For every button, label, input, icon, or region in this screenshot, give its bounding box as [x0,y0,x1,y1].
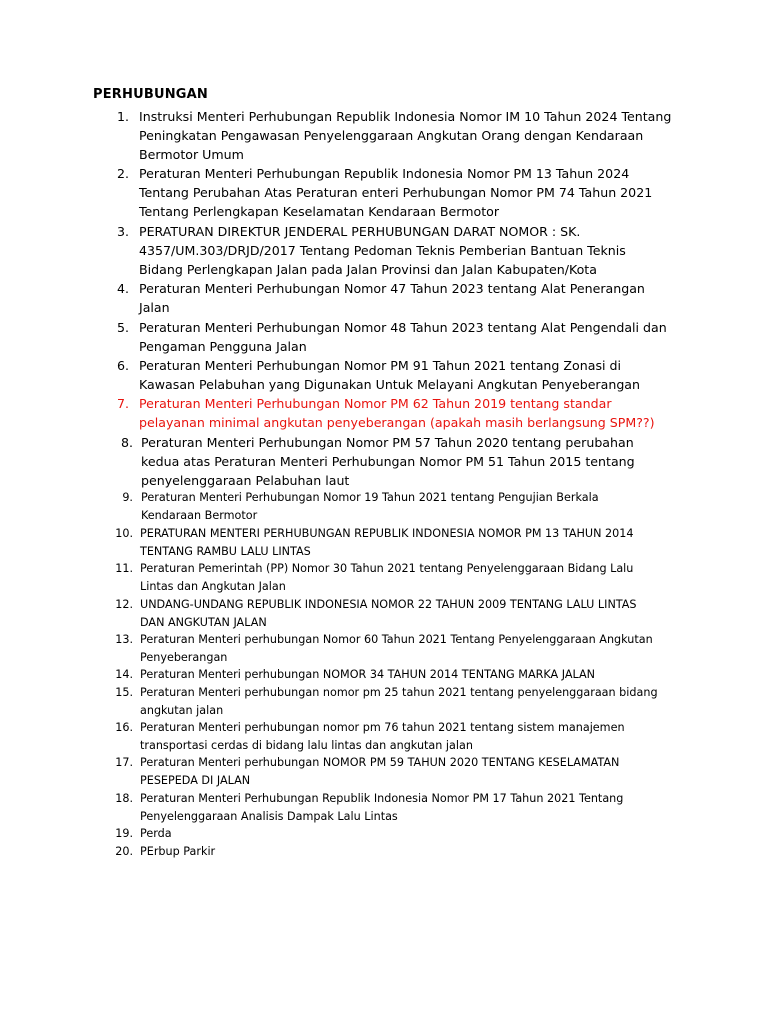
list-item-line: Pengaman Pengguna Jalan [139,339,307,355]
list-item-number: 19. [115,827,133,840]
list-item-number: 8. [120,435,133,450]
list-item-line: Peraturan Menteri Perhubungan Republik Indonesia Nomor PM 17 Tahun 2021 Tentang [140,792,624,805]
list-item-line: Penyelenggaraan Analisis Dampak Lalu Lintas [140,809,398,823]
list-item-line: TENTANG RAMBU LALU LINTAS [140,544,311,558]
list-item-line: Peraturan Menteri Perhubungan Nomor PM 57 Tahun 2020 tentang perubahan [141,435,634,450]
list-item-line: Lintas dan Angkutan Jalan [140,579,286,593]
list-item-line: Peraturan Menteri perhubungan nomor pm 76 tahun 2021 tentang sistem manajemen [140,721,625,734]
list-item-line: Kendaraan Bermotor [141,508,258,522]
list-item-text [139,356,682,394]
list-item-line: Peningkatan Pengawasan Penyelenggaraan Angkutan Orang dengan Kendaraan [139,128,644,144]
list-item-line: pelayanan minimal angkutan penyeberangan (apakah masih berlangsung SPM??) [139,415,655,431]
list-item-text [139,394,682,432]
list-item-number: 3. [116,224,129,239]
list-item-number: 10. [115,527,133,540]
list-item-number: 14. [115,668,133,681]
list-item-number: 20. [115,845,133,858]
list-item-text [139,318,682,356]
list-item-text [140,666,688,684]
list-item-text [140,631,688,667]
list-item-line: transportasi cerdas di bidang lalu lintas dan angkutan jalan [140,738,473,752]
list-item-line: Peraturan Menteri perhubungan NOMOR PM 59 TAHUN 2020 TENTANG KESELAMATAN [140,756,620,769]
list-item-number: 18. [115,792,133,805]
list-item-text [140,754,688,790]
list-item-line: Peraturan Menteri Perhubungan Nomor PM 91 Tahun 2021 tentang Zonasi di [139,358,622,373]
list-item-text [139,222,682,280]
list-item-text [141,489,682,525]
list-item-line: 4357/UM.303/DRJD/2017 Tentang Pedoman Teknis Pemberian Bantuan Teknis [139,243,626,259]
list-item-number: 2. [116,166,129,181]
list-item-line: Tentang Perlengkapan Keselamatan Kendaraan Bermotor [139,204,500,220]
list-item-text [141,433,682,491]
list-item-number: 16. [115,721,133,734]
list-item-text [140,560,688,596]
list-item-text [140,596,688,632]
list-item-line: PERATURAN DIREKTUR JENDERAL PERHUBUNGAN DARAT NOMOR : SK. [139,224,581,239]
list-item-number: 17. [115,756,133,769]
section-heading: PERHUBUNGAN [93,87,209,102]
list-item-line: Bidang Perlengkapan Jalan pada Jalan Provinsi dan Jalan Kabupaten/Kota [139,262,597,278]
list-item-line: Perda [140,827,172,840]
list-item-line: UNDANG-UNDANG REPUBLIK INDONESIA NOMOR 22 TAHUN 2009 TENTANG LALU LINTAS [140,598,637,611]
list-item-line: Peraturan Menteri Perhubungan Nomor PM 62 Tahun 2019 tentang standar [139,396,612,411]
list-item-number: 7. [116,396,129,411]
list-item-text [139,107,682,165]
list-item-line: penyelenggaraan Pelabuhan laut [141,473,350,489]
list-item-line: Peraturan Menteri perhubungan NOMOR 34 TAHUN 2014 TENTANG MARKA JALAN [140,668,595,681]
list-item-text [140,525,688,561]
list-item-line: Peraturan Menteri Perhubungan Nomor 47 Tahun 2023 tentang Alat Penerangan [139,281,645,296]
list-item-line: kedua atas Peraturan Menteri Perhubungan Nomor PM 51 Tahun 2015 tentang [141,454,635,470]
list-item-line: Tentang Perubahan Atas Peraturan enteri Perhubungan Nomor PM 74 Tahun 2021 [139,185,653,201]
list-item-number: 1. [116,109,129,124]
list-item-text [140,843,688,861]
list-item-number: 4. [116,281,129,296]
list-item-line: Penyeberangan [140,650,228,664]
list-item-line: Peraturan Pemerintah (PP) Nomor 30 Tahun 2021 tentang Penyelenggaraan Bidang Lalu [140,562,634,575]
list-item-line: Peraturan Menteri Perhubungan Nomor 19 Tahun 2021 tentang Pengujian Berkala [141,491,599,504]
list-item-line: PErbup Parkir [140,845,216,858]
list-item-text [139,164,682,222]
list-item-number: 12. [115,598,133,611]
list-item-line: PERATURAN MENTERI PERHUBUNGAN REPUBLIK INDONESIA NOMOR PM 13 TAHUN 2014 [140,527,634,540]
list-item-number: 6. [116,358,129,373]
list-item-line: Peraturan Menteri Perhubungan Republik Indonesia Nomor PM 13 Tahun 2024 [139,166,630,181]
list-item-text [140,684,688,720]
list-item-line: Instruksi Menteri Perhubungan Republik Indonesia Nomor IM 10 Tahun 2024 Tentang [139,109,672,124]
list-item-number: 9. [122,491,133,504]
list-item-line: Peraturan Menteri perhubungan nomor pm 25 tahun 2021 tentang penyelenggaraan bidang [140,686,658,699]
list-item-line: PESEPEDA DI JALAN [140,773,251,787]
list-item-text [139,279,682,317]
list-item-line: Bermotor Umum [139,147,244,163]
list-item-text [140,825,688,843]
list-item-number: 5. [116,320,129,335]
list-item-line: Peraturan Menteri perhubungan Nomor 60 Tahun 2021 Tentang Penyelenggaraan Angkutan [140,633,653,646]
list-item-line: angkutan jalan [140,703,224,717]
list-item-line: Kawasan Pelabuhan yang Digunakan Untuk Melayani Angkutan Penyeberangan [139,377,641,393]
list-item-line: DAN ANGKUTAN JALAN [140,615,267,629]
list-item-line: Peraturan Menteri Perhubungan Nomor 48 Tahun 2023 tentang Alat Pengendali dan [139,320,667,335]
list-item-text [140,719,688,755]
list-item-number: 11. [115,562,133,575]
list-item-number: 13. [115,633,133,646]
list-item-text [140,790,688,826]
list-item-line: Jalan [139,300,170,316]
list-item-number: 15. [115,686,133,699]
